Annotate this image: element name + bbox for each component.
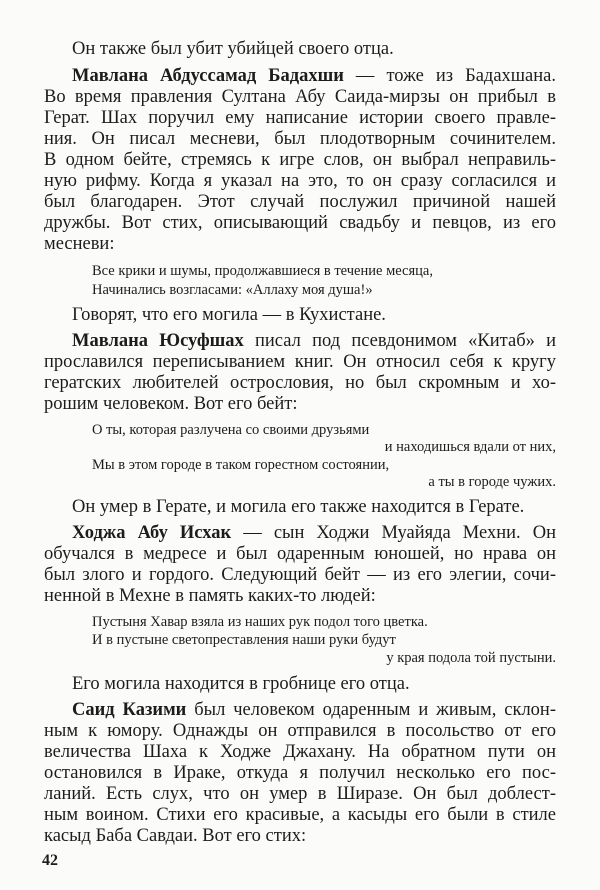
paragraph-line: ненной в Мехне в память каких-то людей: [44,586,376,606]
paragraph-line: Говорят, что его могила — в Кухистане. [72,305,386,325]
verse-line: Пустыня Хавар взяла из наших рук подол того цветка. [92,614,428,630]
paragraph-line: Ходжа Абу Исхак — сын Ходжи Муайяда Мехни. Он [72,523,556,543]
paragraph-line: В одном бейте, стремясь к игре слов, он выбрал неправиль- [44,150,556,170]
paragraph-line: Герат. Шах поручил ему написание истории своего правле- [44,108,556,128]
verse-line: О ты, которая разлучена со своими друзьями [92,422,370,438]
verse-line: Начинались возгласами: «Аллаху моя душа!» [92,282,373,298]
verse-line: а ты в городе чужих. [428,474,556,490]
verse-line: у края подола той пустыни. [386,650,556,666]
paragraph-line: Он также был убит убийцей своего отца. [72,39,394,59]
paragraph-line: дружбы. Вот стих, описывающий свадьбу и певцов, из его [44,213,556,233]
paragraph-line: касыд Баба Савдаи. Вот его стих: [44,826,307,846]
paragraph-line: ланий. Есть слух, что он умер в Ширазе. Он был доблест- [44,784,556,804]
paragraph-line: ния. Он писал месневи, был плодотворным сочинителем. [44,129,556,149]
paragraph-line: Саид Казими был человеком одаренным и живым, склон- [72,700,556,720]
paragraph-line: был благодарен. Этот случай послужил причиной нашей [44,192,556,212]
paragraph-line: прославился переписыванием книг. Он относил себя к кругу [44,352,556,372]
person-name: Ходжа Абу Исхак [72,523,232,543]
paragraph-line: Его могила находится в гробнице его отца. [72,674,410,694]
verse-line: и находишься вдали от них, [384,439,556,455]
paragraph-line: ным воином. Стихи его красивые, а касыды его были в стиле [44,805,556,825]
paragraph-line: обучался в медресе и был одаренным юношей, но нрава он [44,544,556,564]
person-name: Саид Казими [72,700,187,720]
person-name: Мавлана Юсуфшах [72,331,244,351]
paragraph-line: ную рифму. Когда я указал на это, то он сразу согласился и [44,171,556,191]
paragraph-line: Он умер в Герате, и могила его также находится в Герате. [72,497,525,517]
paragraph-line: ным к юмору. Однажды он отправился в посольство от его [44,721,556,741]
paragraph-line: Мавлана Юсуфшах писал под псевдонимом «Китаб» и [72,331,556,351]
verse-line: Мы в этом городе в таком горестном состоянии, [92,457,390,473]
page-number: 42 [42,852,58,869]
paragraph-line: величества Шаха к Ходже Джахану. На обратном пути он [44,742,556,762]
paragraph-line: Во время правления Султана Абу Саида-мирзы он прибыл в [44,87,556,107]
verse-line: И в пустыне светопреставления наши руки будут [92,632,396,648]
paragraph-line: Мавлана Абдуссамад Бадахши — тоже из Бадахшана. [72,66,556,86]
paragraph-line: был злого и гордого. Следующий бейт — из его элегии, сочи- [44,565,556,585]
paragraph-line: месневи: [44,234,115,254]
paragraph-line: остановился в Ираке, откуда я получил несколько его пос- [44,763,556,783]
paragraph-line: рошим человеком. Вот его бейт: [44,394,298,414]
paragraph-line: гератских любителей острословия, но был скромным и хо- [44,373,556,393]
verse-line: Все крики и шумы, продолжавшиеся в течение месяца, [92,263,433,279]
person-name: Мавлана Абдуссамад Бадахши [72,66,344,86]
